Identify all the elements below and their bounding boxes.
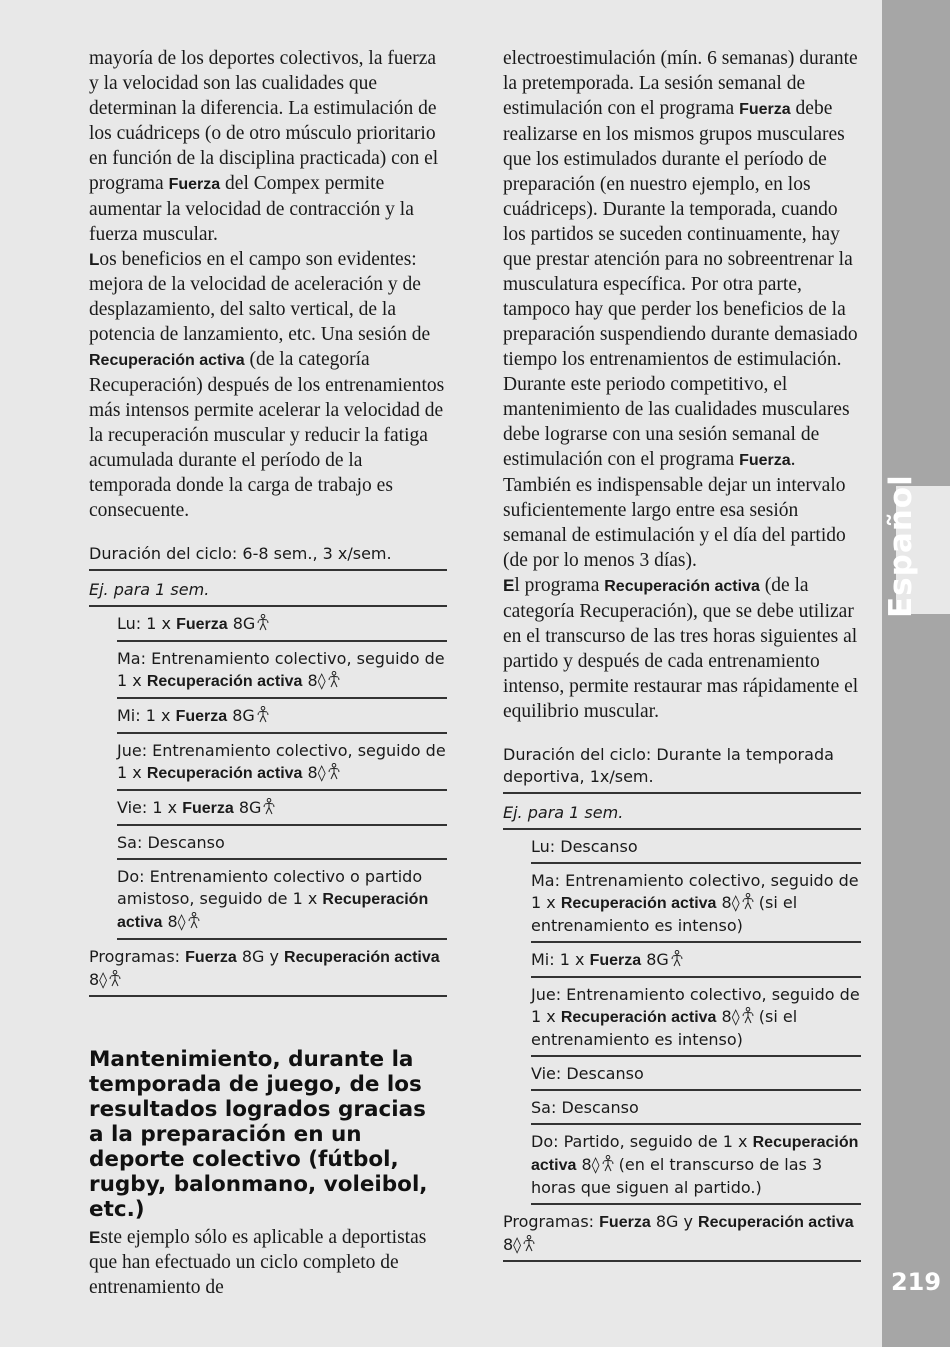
- program-name: Fuerza: [589, 952, 642, 969]
- left-column: [89, 46, 447, 1300]
- day-text: Jue: Entrenamiento colectivo, seguido de 1 x: [531, 985, 860, 1026]
- program-level: 8G: [241, 947, 265, 966]
- schedule-row: [531, 943, 861, 978]
- program-level: 8◊: [581, 1155, 600, 1174]
- athlete-icon: [328, 763, 340, 780]
- schedule-row: [117, 699, 447, 734]
- athlete-icon: [257, 614, 269, 631]
- athlete-icon: [109, 970, 121, 987]
- schedule-row: [117, 607, 447, 642]
- day-text: Lu: 1 x: [117, 614, 171, 633]
- schedule-row: [531, 1091, 861, 1125]
- programs-line: [503, 1205, 861, 1262]
- day-text: Vie: 1 x: [117, 798, 178, 817]
- program-level: 8G: [655, 1212, 679, 1231]
- schedule-row: [531, 1057, 861, 1091]
- day-text: Ma: Entrenamiento colectivo, seguido de 1 x: [117, 649, 445, 690]
- program-name: Recuperación activa: [146, 673, 303, 690]
- program-level: 8◊: [167, 912, 186, 931]
- day-text: Sa: Descanso: [117, 833, 225, 852]
- day-text: Sa: Descanso: [531, 1098, 639, 1117]
- program-name: Recuperación activa: [284, 949, 440, 966]
- athlete-icon: [523, 1235, 535, 1252]
- schedule-table: [503, 830, 861, 1205]
- row-note: (si el entrenamiento es intenso): [531, 893, 798, 935]
- cycle-duration: Duración del ciclo: 6-8 sem., 3 x/sem.: [89, 543, 447, 571]
- program-name: Fuerza: [185, 949, 237, 966]
- program-name: Fuerza: [599, 1214, 651, 1231]
- row-note: (en el transcurso de las 3 horas que siguen al partido.): [531, 1155, 823, 1197]
- program-name: Recuperación activa: [146, 765, 303, 782]
- language-sidebar: [882, 0, 950, 1347]
- drop-initial: E: [503, 576, 515, 595]
- schedule-row: [531, 1125, 861, 1205]
- program-name: Recuperación activa: [698, 1214, 854, 1231]
- schedule-row: [117, 860, 447, 940]
- program-name: Fuerza: [176, 616, 228, 633]
- athlete-icon: [671, 950, 683, 967]
- paragraph-strength: mayoría de los deportes colectivos, la fuerza y la velocidad son las cualidades que determinan la diferencia. La estimulación de los cuádriceps (o de otro músculo prioritario en función de la disciplina practicada) con el programa Fuerza del Compex permite aumentar la velocidad de contracción y la fuerza muscular.: [89, 48, 439, 245]
- program-name: Recuperación activa: [560, 1009, 717, 1026]
- language-label: Español: [883, 474, 919, 618]
- athlete-icon: [257, 706, 269, 723]
- day-text: Jue: Entrenamiento colectivo, seguido de 1 x: [117, 741, 446, 782]
- program-level: 8◊: [307, 671, 326, 690]
- program-name: Fuerza: [182, 800, 234, 817]
- athlete-icon: [263, 798, 275, 815]
- drop-initial: L: [89, 250, 100, 269]
- programs-label: Programas:: [503, 1212, 595, 1231]
- program-level: 8G: [238, 798, 262, 817]
- paragraph-benefits: Los beneficios en el campo son evidentes: mejora de la velocidad de aceleración y de desplazamiento, del salto vertical, de la potencia de lanzamiento, etc. Una sesión de Recuperación activa (de la categoría Recuperación) después de los entrenamientos más intensos permite acelerar la velocidad de la recuperación muscular y reducir la fatiga acumulada durante el período de la temporada donde la carga de trabajo es consecuente.: [89, 249, 445, 521]
- athlete-icon: [188, 912, 200, 929]
- athlete-icon: [328, 671, 340, 688]
- schedule-row: [531, 830, 861, 864]
- program-name: Fuerza: [168, 176, 221, 193]
- program-level: 8◊: [503, 1235, 522, 1254]
- day-text: Ma: Entrenamiento colectivo, seguido de 1 x: [531, 871, 859, 912]
- schedule-row: [117, 642, 447, 699]
- day-text: Vie: Descanso: [531, 1064, 644, 1083]
- conjunction: y: [683, 1212, 693, 1231]
- paragraph-applicability: Este ejemplo sólo es aplicable a deportistas que han efectuado un ciclo completo de entrenamiento de: [89, 1227, 427, 1298]
- cycle-duration: Duración del ciclo: Durante la temporada deportiva, 1x/sem.: [503, 744, 861, 794]
- day-text: Mi: 1 x: [117, 706, 171, 725]
- programs-label: Programas:: [89, 947, 181, 966]
- day-text: Mi: 1 x: [531, 950, 585, 969]
- program-level: 8G: [646, 950, 669, 969]
- program-name: Fuerza: [175, 708, 228, 725]
- program-name: Recuperación activa: [89, 352, 245, 369]
- program-level: 8G: [232, 706, 255, 725]
- section-heading: Mantenimiento, durante la temporada de juego, de los resultados logrados gracias a la preparación en un deporte colectivo (fútbol, rugby, balonmano, voleibol, etc.): [89, 1047, 428, 1222]
- athlete-icon: [602, 1155, 614, 1172]
- program-level: 8G: [232, 614, 256, 633]
- program-name: Recuperación activa: [117, 891, 429, 931]
- program-level: 8◊: [721, 1007, 740, 1026]
- example-week: Ej. para 1 sem.: [503, 794, 861, 830]
- schedule-row: [117, 826, 447, 860]
- program-level: 8◊: [307, 763, 326, 782]
- day-text: Lu: Descanso: [531, 837, 638, 856]
- program-name: Recuperación activa: [560, 895, 717, 912]
- schedule-table: [89, 607, 447, 940]
- program-name: Recuperación activa: [531, 1134, 859, 1174]
- schedule-row: [531, 978, 861, 1057]
- row-note: (si el entrenamiento es intenso): [531, 1007, 798, 1049]
- schedule-row: [117, 734, 447, 791]
- day-text: Do: Entrenamiento colectivo o partido amistoso, seguido de 1 x: [117, 867, 423, 908]
- drop-initial: E: [89, 1228, 101, 1247]
- schedule-row: [117, 791, 447, 826]
- paragraph-maintenance: electroestimulación (mín. 6 semanas) durante la pretemporada. La sesión semanal de estimulación con el programa Fuerza debe realizarse en los mismos grupos musculares que los estimulados durante el período de preparación (en nuestro ejemplo, en los cuádriceps). Durante la temporada, cuando los partidos se suceden continuamente, hay que prestar atención para no sobreentrenar la musculatura específica. Por otra parte, tampoco hay que perder los beneficios de la preparación suspendiendo durante demasiado tiempo los entrenamientos de estimulación. Durante este periodo competitivo, el mantenimiento de las cualidades musculares debe lograrse con una sesión semanal de estimulación con el programa Fuerza. También es indispensable dejar un intervalo suficientemente largo entre esa sesión semanal de estimulación y el día del partido (de por lo menos 3 días).: [503, 48, 858, 571]
- right-column: [503, 46, 861, 1262]
- day-text: Do: Partido, seguido de 1 x: [531, 1132, 748, 1151]
- program-name: Fuerza: [739, 101, 791, 118]
- athlete-icon: [742, 1007, 754, 1024]
- paragraph-recovery: El programa Recuperación activa (de la categoría Recuperación), que se debe utilizar en el transcurso de las tres horas siguientes al partido y después de cada entrenamiento intenso, permite restaurar mas rápidamente el equilibrio muscular.: [503, 575, 859, 722]
- conjunction: y: [269, 947, 279, 966]
- program-level: 8◊: [721, 893, 740, 912]
- athlete-icon: [742, 893, 754, 910]
- page-number: 219: [890, 1268, 942, 1296]
- schedule-row: [531, 864, 861, 943]
- program-level: 8◊: [89, 970, 108, 989]
- program-name: Fuerza: [739, 452, 791, 469]
- example-week: Ej. para 1 sem.: [89, 571, 447, 607]
- program-name: Recuperación activa: [604, 578, 760, 595]
- programs-line: [89, 940, 447, 997]
